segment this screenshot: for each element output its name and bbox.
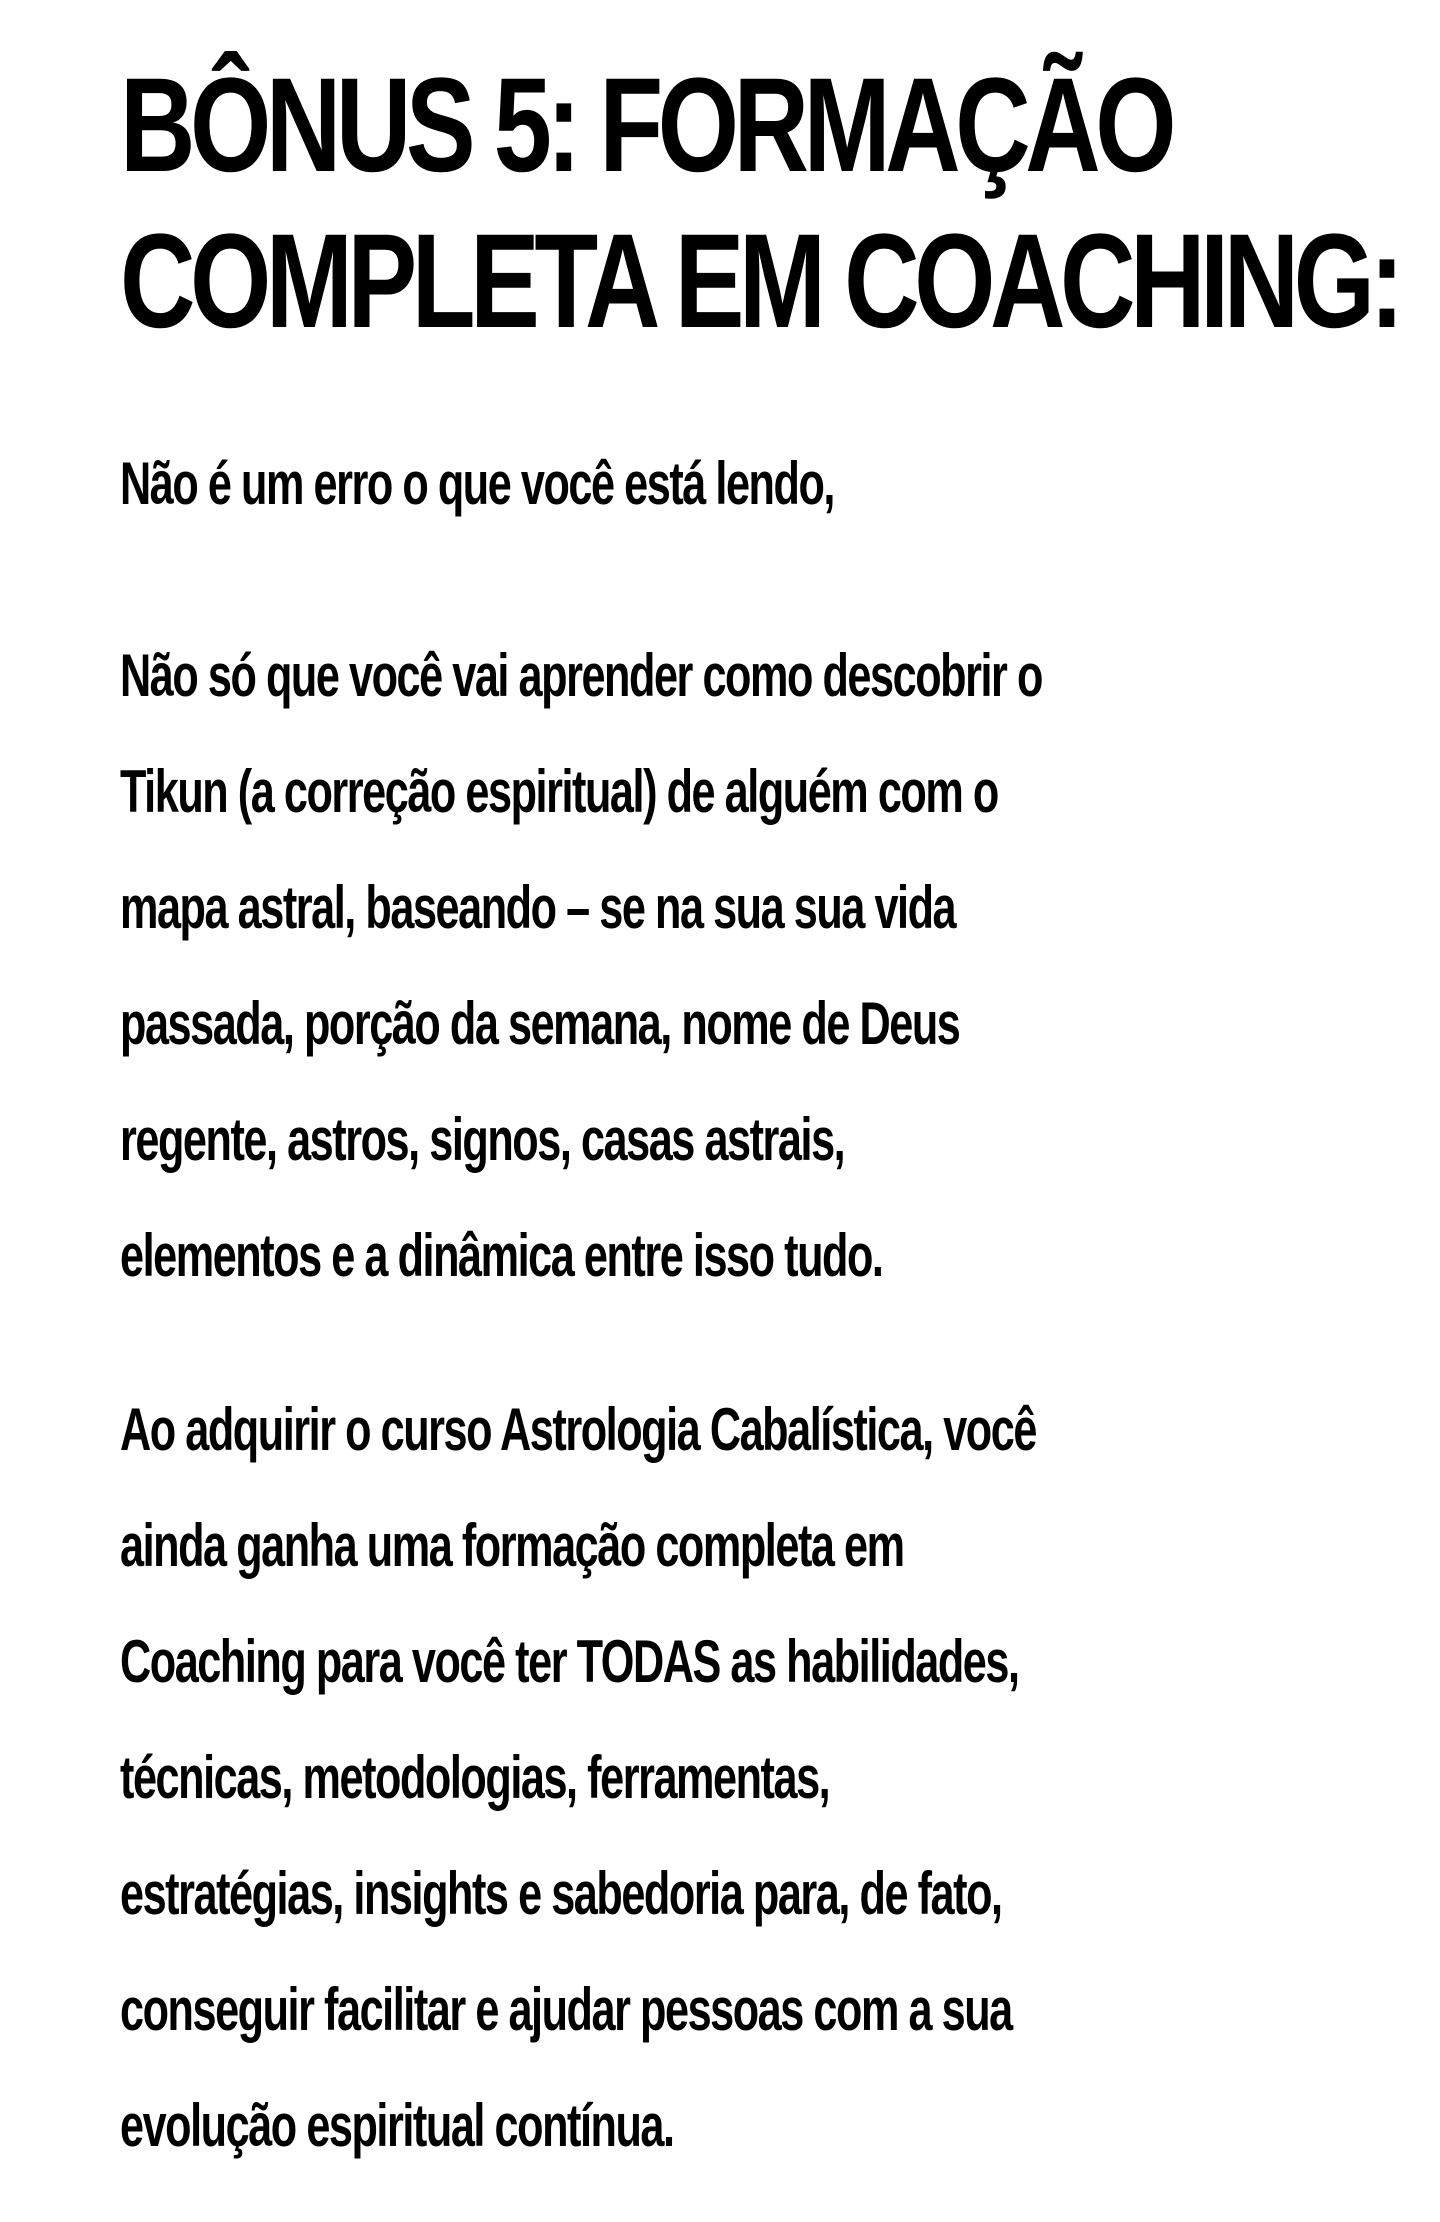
- main-content: [120, 48, 1399, 2159]
- paragraph-line: passada, porção da semana, nome de Deus: [120, 990, 960, 1057]
- paragraph-line: elementos e a dinâmica entre isso tudo.: [120, 1222, 883, 1289]
- paragraph-line: Ao adquirir o curso Astrologia Cabalística, você: [120, 1396, 1036, 1463]
- title-line-1: BÔNUS 5: FORMAÇÃO: [120, 51, 1172, 200]
- paragraph-line: Não é um erro o que você está lendo,: [120, 450, 834, 517]
- paragraph-line: ainda ganha uma formação completa em: [120, 1512, 904, 1579]
- paragraph-line: evolução espiritual contínua.: [120, 2092, 674, 2159]
- tikun-paragraph: [120, 618, 1320, 1314]
- coaching-paragraph: [120, 1372, 1320, 2184]
- paragraph-line: Tikun (a correção espiritual) de alguém com o: [120, 758, 998, 825]
- page-title: [120, 48, 1399, 360]
- paragraph-line: técnicas, metodologias, ferramentas,: [120, 1744, 830, 1811]
- intro-paragraph: [120, 426, 1320, 542]
- paragraph-line: Coaching para você ter TODAS as habilidades,: [120, 1628, 1019, 1695]
- paragraph-line: conseguir facilitar e ajudar pessoas com a sua: [120, 1976, 1012, 2043]
- title-line-2: COMPLETA EM COACHING:: [120, 207, 1399, 356]
- paragraph-line: Não só que você vai aprender como descobrir o: [120, 642, 1042, 709]
- paragraph-line: regente, astros, signos, casas astrais,: [120, 1106, 845, 1173]
- paragraph-line: estratégias, insights e sabedoria para, de fato,: [120, 1860, 1002, 1927]
- paragraph-line: mapa astral, baseando – se na sua sua vida: [120, 874, 956, 941]
